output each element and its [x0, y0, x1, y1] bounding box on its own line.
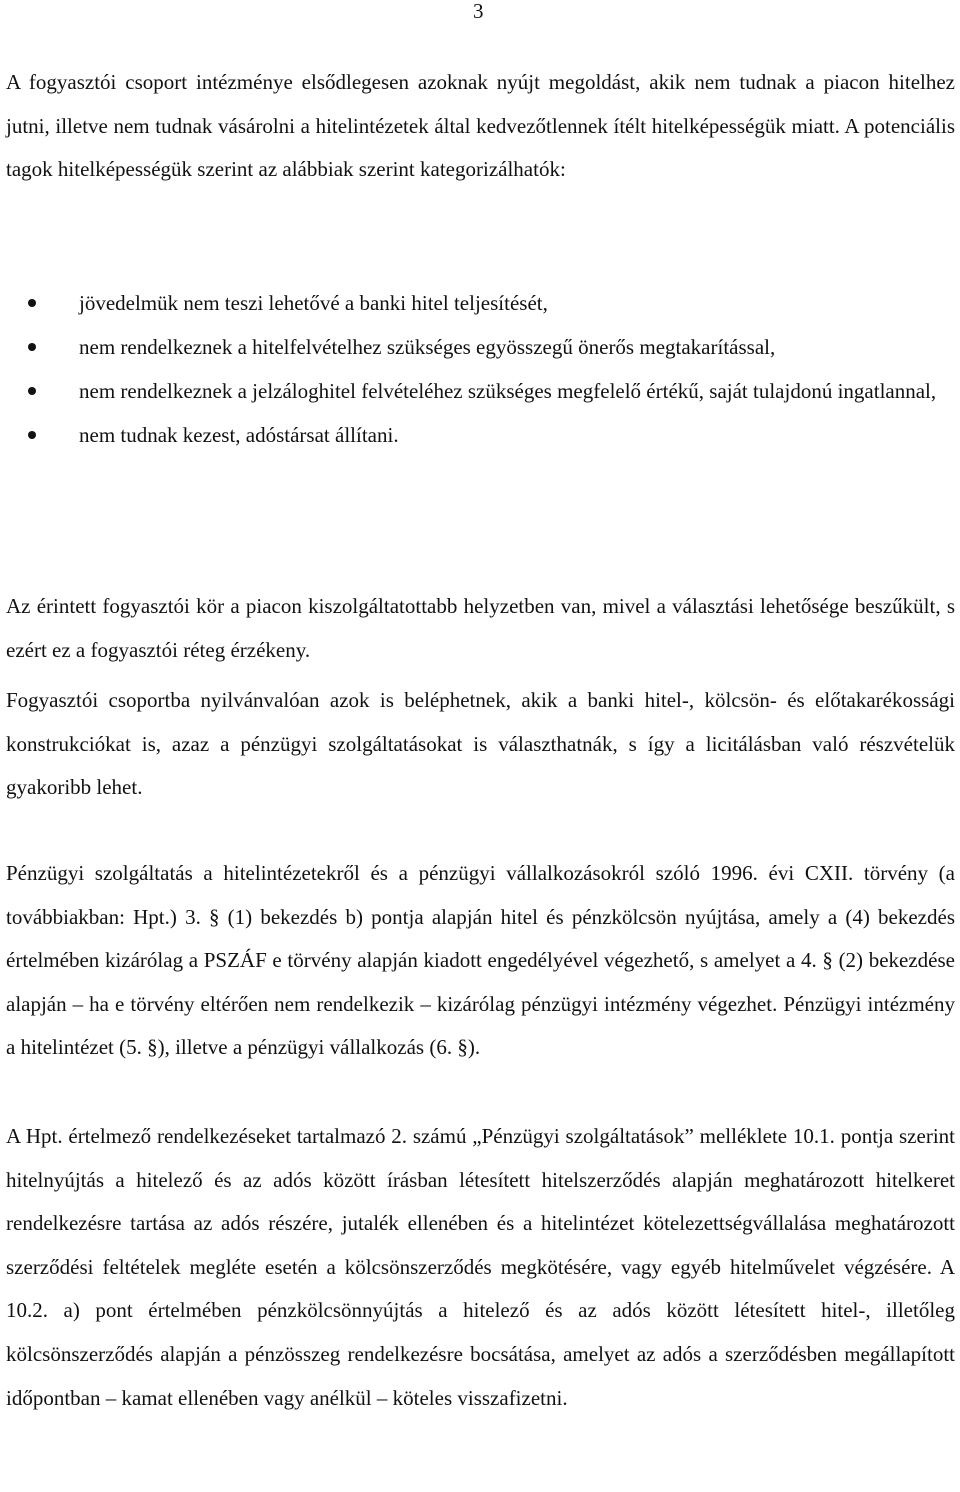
- paragraph-intro: A fogyasztói csoport intézménye elsődlegesen azoknak nyújt megoldást, akik nem tudnak a piacon hitelhez jutni, illetve nem tudnak vásárolni a hitelintézetek által kedvezőtlennek ítélt hitelképességük miatt. A potenciális tagok hitelképességük szerint az alábbiak szerint kategorizálhatók:: [6, 70, 955, 182]
- paragraph-membership: Fogyasztói csoportba nyilvánvalóan azok is beléphetnek, akik a banki hitel-, kölcsön- és előtakarékossági konstrukciókat is, azaz a pénzügyi szolgáltatásokat is választhatnák, s így a licitálásban való részvételük gyakoribb lehet.: [6, 688, 955, 800]
- list-item-text: nem tudnak kezest, adóstársat állítani.: [79, 423, 399, 447]
- list-item: [0, 325, 955, 369]
- bullet-icon: [28, 387, 36, 395]
- list-item-text: nem rendelkeznek a hitelfelvételhez szükséges egyösszegű önerős megtakarítással,: [79, 335, 776, 359]
- bullet-list: [0, 281, 955, 457]
- list-item-text: jövedelmük nem teszi lehetővé a banki hitel teljesítését,: [79, 291, 548, 315]
- paragraph-consumer-group: Az érintett fogyasztói kör a piacon kiszolgáltatottabb helyzetben van, mivel a választási lehetősége beszűkült, s ezért ez a fogyasztói réteg érzékeny.: [6, 594, 955, 662]
- list-item: [0, 369, 955, 413]
- bullet-icon: [28, 299, 36, 307]
- list-item: [0, 413, 955, 457]
- paragraph-financial-service: Pénzügyi szolgáltatás a hitelintézetekről és a pénzügyi vállalkozásokról szóló 1996. évi CXII. törvény (a továbbiakban: Hpt.) 3. § (1) bekezdés b) pontja alapján hitel és pénzkölcsön nyújtása, amely a (4) bekezdés értelmében kizárólag a PSZÁF e törvény alapján kiadott engedélyével végezhető, s amelyet a 4. § (2) bekezdése alapján – ha e törvény eltérően nem rendelkezik – kizárólag pénzügyi intézmény végezhet. Pénzügyi intézmény a hitelintézet (5. §), illetve a pénzügyi vállalkozás (6. §).: [6, 861, 955, 1060]
- bullet-icon: [28, 343, 36, 351]
- bullet-icon: [28, 431, 36, 439]
- paragraph-definitions: A Hpt. értelmező rendelkezéseket tartalmazó 2. számú „Pénzügyi szolgáltatások” melléklete 10.1. pontja szerint hitelnyújtás a hitelező és az adós között írásban létesített hitelszerződés alapján meghatározott hitelkeret rendelkezésre tartása az adós részére, jutalék ellenében és a hitelintézet kötelezettségvállalása meghatározott szerződési feltételek megléte esetén a kölcsönszerződés megkötésére, vagy egyéb hitelművelet végzésére. A 10.2. a) pont értelmében pénzkölcsönnyújtás a hitelező és az adós között létesített hitel-, illetőleg kölcsönszerződés alapján a pénzösszeg rendelkezésre bocsátása, amelyet az adós a szerződésben megállapított időpontban – kamat ellenében vagy anélkül – köteles visszafizetni.: [6, 1124, 955, 1410]
- list-item: [0, 281, 955, 325]
- page-number: 3: [473, 0, 484, 23]
- list-item-text: nem rendelkeznek a jelzáloghitel felvételéhez szükséges megfelelő értékű, saját tulajdonú ingatlannal,: [79, 379, 937, 403]
